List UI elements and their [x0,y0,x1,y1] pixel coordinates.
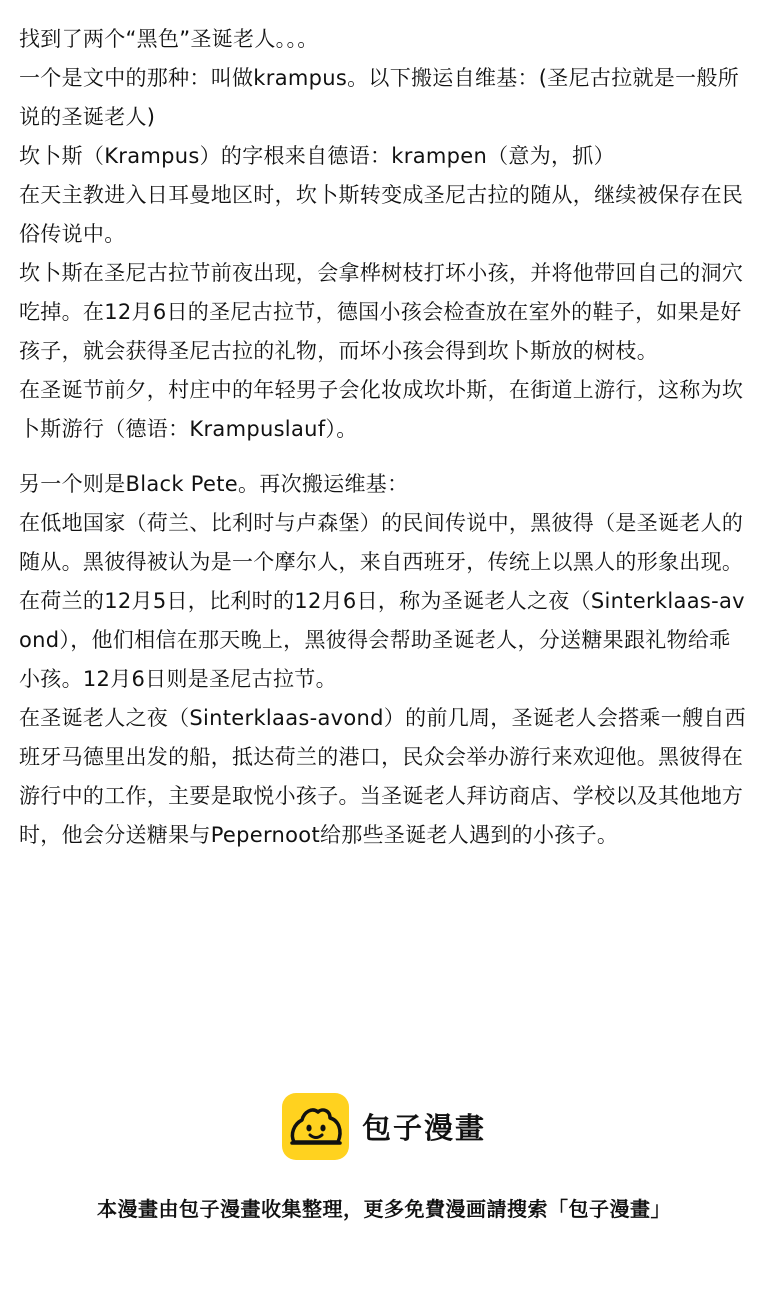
article-paragraph: 一个是文中的那种：叫做krampus。以下搬运自维基：(圣尼古拉就是一般所说的圣诞老人) [19,66,739,129]
article-paragraph: 坎卜斯（Krampus）的字根来自德语：krampen（意为，抓） [19,144,615,168]
article-paragraph: 另一个则是Black Pete。再次搬运维基： [19,472,409,496]
article-paragraph: 在圣诞节前夕，村庄中的年轻男子会化妆成坎圤斯，在街道上游行，这称为坎卜斯游行（德语：Krampuslauf）。 [19,378,744,441]
article-body [19,20,749,855]
article-paragraph: 找到了两个“黑色”圣诞老人。。。 [19,27,319,51]
article-paragraph: 在圣诞老人之夜（Sinterklaas-avond）的前几周，圣诞老人会搭乘一艘自西班牙马德里出发的船，抵达荷兰的港口，民众会举办游行来欢迎他。黑彼得在游行中的工作，主要是取悦小孩子。当圣诞老人拜访商店、学校以及其他地方时，他会分送糖果与Pepernoot给那些圣诞老人遇到的小孩子。 [19,706,746,847]
article-paragraph: 在荷兰的12月5日，比利时的12月6日，称为圣诞老人之夜（Sinterklaas-avond），他们相信在那天晚上，黑彼得会帮助圣诞老人，分送糖果跟礼物给乖小孩。12月6日则是圣尼古拉节。 [19,589,745,691]
bun-mascot-icon [288,1104,344,1150]
article-paragraph: 坎卜斯在圣尼古拉节前夜出现，会拿桦树枝打坏小孩，并将他带回自己的洞穴吃掉。在12月6日的圣尼古拉节，德国小孩会检查放在室外的鞋子，如果是好孩子，就会获得圣尼古拉的礼物，而坏小孩会得到坎卜斯放的树枝。 [19,261,744,363]
brand-block[interactable] [282,1093,486,1160]
brand-name: 包子漫畫 [362,1111,487,1145]
brand-logo [282,1093,349,1160]
article-paragraph: 在天主教进入日耳曼地区时，坎卜斯转变成圣尼古拉的随从，继续被保存在民俗传说中。 [19,183,744,246]
paragraph-gap [19,449,749,465]
footer-note: 本漫畫由包子漫畫收集整理，更多免費漫画請搜索「包子漫畫」 [97,1197,671,1221]
article-paragraph: 在低地国家（荷兰、比利时与卢森堡）的民间传说中，黑彼得（是圣诞老人的随从。黑彼得被认为是一个摩尔人，来自西班牙，传统上以黑人的形象出现。 [19,511,744,574]
